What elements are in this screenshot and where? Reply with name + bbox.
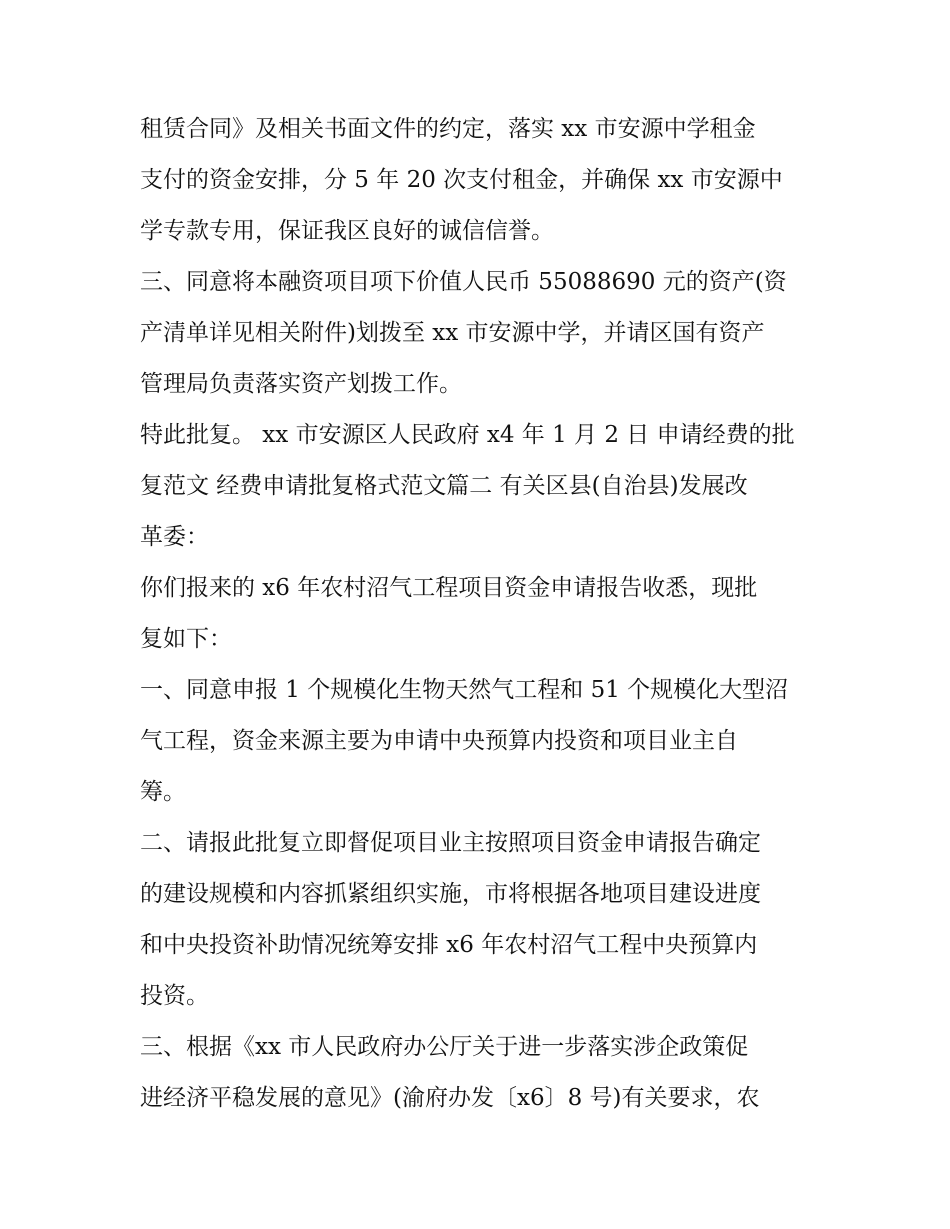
text-line-19: 三、根据《xx 市人民政府办公厅关于进一步落实涉企政策促 [140, 1034, 749, 1060]
text-line-16: 的建设规模和内容抓紧组织实施，市将根据各地项目建设进度 [140, 881, 761, 907]
text-line-2: 支付的资金安排，分 5 年 20 次支付租金，并确保 xx 市安源中 [140, 167, 783, 193]
text-line-10: 你们报来的 x6 年农村沼气工程项目资金申请报告收悉，现批 [140, 575, 758, 601]
text-line-9: 革委： [140, 524, 209, 550]
text-line-4: 三、同意将本融资项目项下价值人民币 55088690 元的资产(资 [140, 269, 787, 295]
text-line-13: 气工程，资金来源主要为申请中央预算内投资和项目业主自 [140, 728, 738, 754]
text-line-7: 特此批复。 xx 市安源区人民政府 x4 年 1 月 2 日 申请经费的批 [140, 422, 795, 448]
text-line-11: 复如下： [140, 626, 232, 652]
text-line-17: 和中央投资补助情况统筹安排 x6 年农村沼气工程中央预算内 [140, 932, 758, 958]
text-line-14: 筹。 [140, 779, 186, 805]
text-line-18: 投资。 [140, 983, 209, 1009]
text-line-12: 一、同意申报 1 个规模化生物天然气工程和 51 个规模化大型沼 [140, 677, 789, 703]
text-line-20: 进经济平稳发展的意见》(渝府办发〔x6〕8 号)有关要求，农 [140, 1085, 760, 1111]
text-line-3: 学专款专用，保证我区良好的诚信信誉。 [140, 218, 554, 244]
text-line-8: 复范文 经费申请批复格式范文篇二 有关区县(自治县)发展改 [140, 473, 748, 499]
text-line-6: 管理局负责落实资产划拨工作。 [140, 371, 462, 397]
text-line-1: 租赁合同》及相关书面文件的约定，落实 xx 市安源中学租金 [140, 116, 756, 142]
text-line-15: 二、请报此批复立即督促项目业主按照项目资金申请报告确定 [140, 830, 761, 856]
text-line-5: 产清单详见相关附件)划拨至 xx 市安源中学，并请区国有资产 [140, 320, 765, 346]
document-body [140, 104, 820, 1124]
